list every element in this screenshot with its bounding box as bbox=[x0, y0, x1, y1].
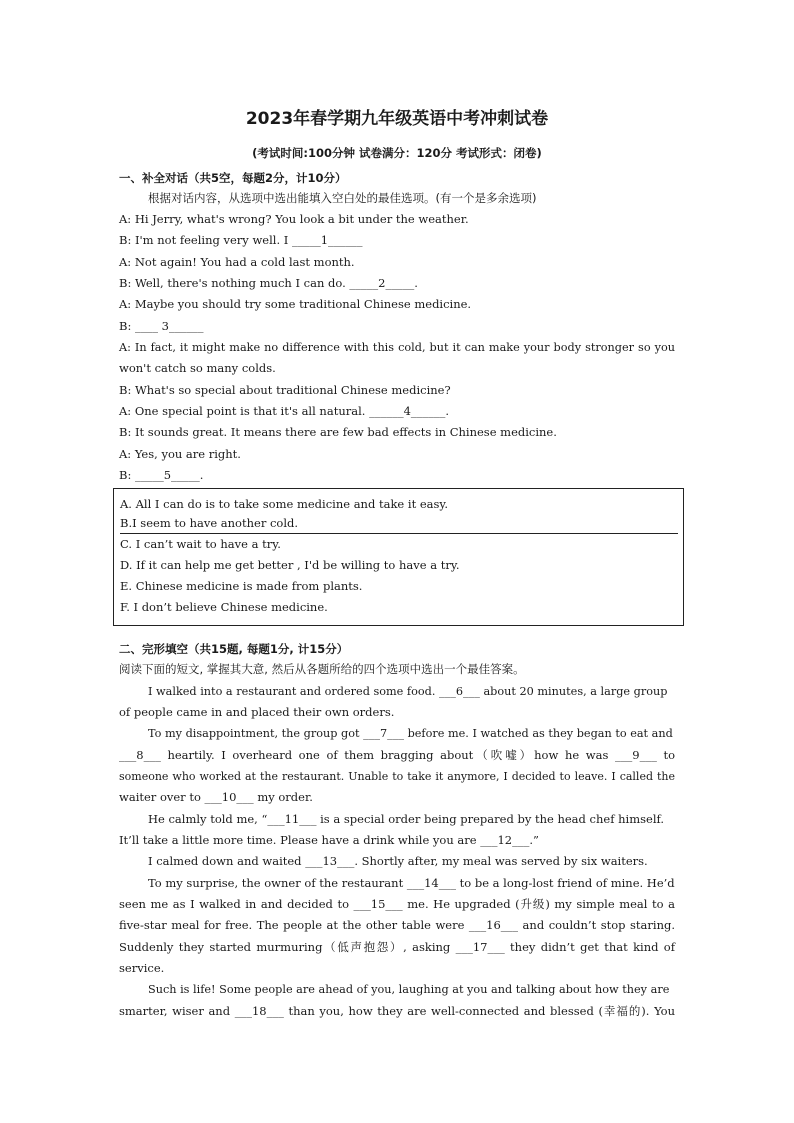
section2-heading: 二、完形填空（共15题, 每题1分, 计15分） bbox=[119, 642, 349, 656]
section1-instruction: 根据对话内容，从选项中选出能填入空白处的最佳选项。(有一个是多余选项) bbox=[148, 191, 537, 205]
dialogue-line: A: In fact, it might make no difference with this cold, but it can make your body stronger so you bbox=[119, 341, 675, 354]
dialogue-line: B: _____5_____. bbox=[119, 468, 204, 482]
passage-line: To my disappointment, the group got ___7___ before me. I watched as they began to eat and bbox=[148, 727, 673, 740]
dialogue-line: A: Maybe you should try some traditional Chinese medicine. bbox=[119, 297, 472, 311]
option-a: A. All I can do is to take some medicine and take it easy. bbox=[120, 497, 449, 511]
section2-instruction: 阅读下面的短文, 掌握其大意, 然后从各题所给的四个选项中选出一个最佳答案。 bbox=[119, 662, 525, 676]
divider bbox=[120, 533, 678, 534]
dialogue-line: B: Well, there's nothing much I can do. _____2_____. bbox=[119, 276, 418, 290]
options-box bbox=[113, 488, 684, 626]
passage-line: service. bbox=[119, 961, 165, 975]
exam-info: (考试时间:100分钟 试卷满分：120分 考试形式：闭卷) bbox=[252, 146, 542, 160]
passage-line: smarter, wiser and ___18___ than you, how they are well-connected and blessed (幸福的). You bbox=[119, 1004, 675, 1018]
passage-line: I walked into a restaurant and ordered some food. ___6___ about 20 minutes, a large group bbox=[148, 685, 668, 698]
dialogue-line: won't catch so many colds. bbox=[119, 361, 276, 375]
option-f: F. I don’t believe Chinese medicine. bbox=[120, 600, 328, 614]
dialogue-line: A: One special point is that it's all natural. ______4______. bbox=[119, 404, 450, 418]
passage-line: Such is life! Some people are ahead of you, laughing at you and talking about how they are bbox=[148, 983, 670, 996]
passage-line: It’ll take a little more time. Please have a drink while you are ___12___.” bbox=[119, 833, 539, 847]
option-b: B.I seem to have another cold. bbox=[120, 516, 299, 530]
passage-line: He calmly told me, “___11___ is a special order being prepared by the head chef himself. bbox=[148, 812, 664, 826]
passage-line: ___8___ heartily. I overheard one of them bragging about（吹嘘）how he was ___9___ to bbox=[119, 748, 675, 762]
page-title: 2023年春学期九年级英语中考冲刺试卷 bbox=[245, 109, 549, 129]
passage-line: of people came in and placed their own orders. bbox=[119, 705, 395, 719]
option-c: C. I can’t wait to have a try. bbox=[120, 537, 281, 551]
dialogue-line: A: Yes, you are right. bbox=[119, 447, 241, 461]
dialogue-line: B: I'm not feeling very well. I _____1______ bbox=[119, 233, 363, 247]
option-d: D. If it can help me get better , I'd be willing to have a try. bbox=[120, 558, 460, 572]
option-e: E. Chinese medicine is made from plants. bbox=[120, 579, 363, 593]
passage-line: I calmed down and waited ___13___. Shortly after, my meal was served by six waiters. bbox=[148, 854, 648, 868]
passage-line: waiter over to ___10___ my order. bbox=[119, 790, 313, 804]
passage-line: seen me as I walked in and decided to ___15___ me. He upgraded (升级) my simple meal to a bbox=[119, 897, 675, 911]
section1-heading: 一、补全对话（共5空，每题2分，计10分） bbox=[119, 171, 347, 185]
passage-line: five-star meal for free. The people at the other table were ___16___ and couldn’t stop staring. bbox=[119, 918, 675, 932]
dialogue-line: B: ____ 3______ bbox=[119, 319, 204, 333]
dialogue-line: B: It sounds great. It means there are few bad effects in Chinese medicine. bbox=[119, 425, 557, 439]
dialogue-line: A: Hi Jerry, what's wrong? You look a bit under the weather. bbox=[119, 212, 469, 226]
passage-line: To my surprise, the owner of the restaurant ___14___ to be a long-lost friend of mine. He’d bbox=[148, 876, 675, 890]
passage-line: Suddenly they started murmuring（低声抱怨）, asking ___17___ they didn’t get that kind of bbox=[119, 940, 675, 954]
dialogue-line: B: What's so special about traditional Chinese medicine? bbox=[119, 383, 451, 397]
dialogue-line: A: Not again! You had a cold last month. bbox=[119, 255, 355, 269]
passage-line: someone who worked at the restaurant. Unable to take it anymore, I decided to leave. I called the bbox=[119, 770, 675, 783]
